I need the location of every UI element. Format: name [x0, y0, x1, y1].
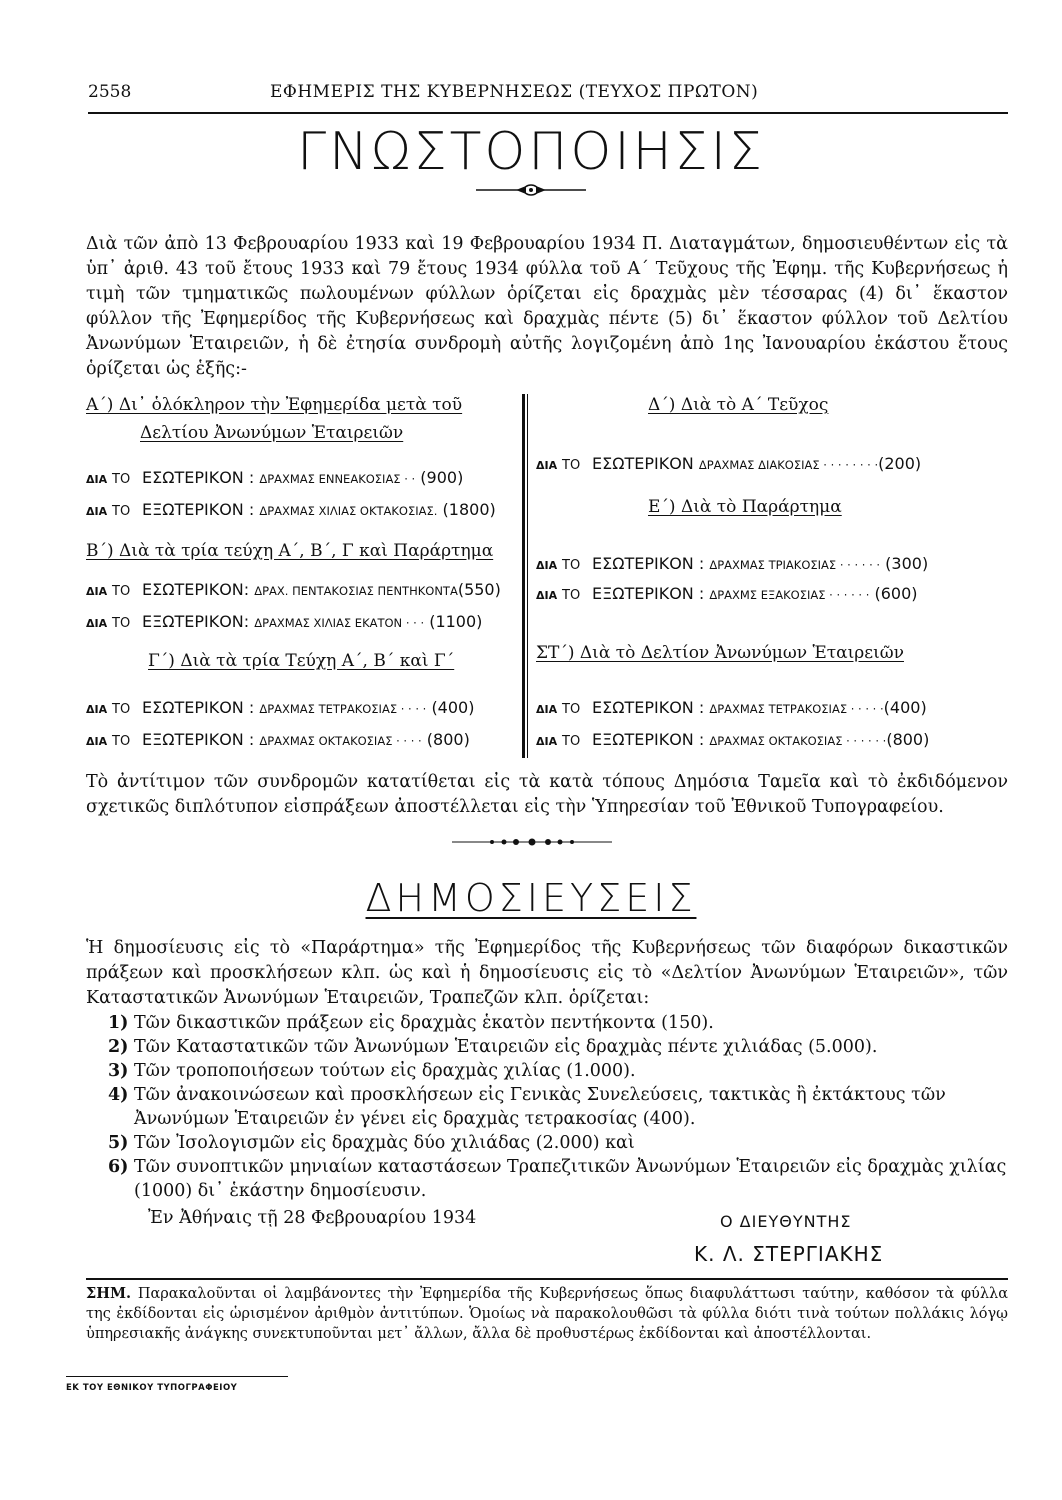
list-item: 4) Τῶν ἀνακοινώσεων καὶ προσκλήσεων εἰς Γενικὰς Συνελεύσεις, τακτικὰς ἢ ἐκτάκτους τῶν Ἀνωνύμων Ἑταιρειῶν ἐν γένει εἰς δραχμὰς τετρακοσίας (400).	[108, 1085, 946, 1129]
price-row: ΔΙΑ ΤΟ ΕΣΩΤΕΡΙΚΟΝ : ΔΡΑΧΜΑΣ ΤΕΤΡΑΚΟΣΙΑΣ · · · · (400)	[86, 698, 475, 717]
list-item: 6) Τῶν συνοπτικῶν μηνιαίων καταστάσεων Τραπεζιτικῶν Ἀνωνύμων Ἑταιρειῶν εἰς δραχμὰς χιλίας (1000) δι᾽ ἑκάστην δημοσίευσιν.	[108, 1157, 1007, 1201]
section-c-heading: Γ΄) Διὰ τὰ τρία Τεύχη Α΄, Β΄ καὶ Γ΄	[148, 651, 455, 671]
running-header	[88, 82, 1008, 102]
section-a-subheading: Δελτίου Ἀνωνύμων Ἑταιρειῶν	[140, 423, 404, 443]
printer-rule	[66, 1376, 288, 1377]
printer-imprint: ΕΚ ΤΟΥ ΕΘΝΙΚΟΥ ΤΥΠΟΓΡΑΦΕΙΟΥ	[66, 1383, 238, 1393]
notice-title: ΓΝΩΣΤΟΠΟΙΗΣΙΣ	[297, 122, 765, 182]
footnote-text: Παρακαλοῦνται οἱ λαμβάνοντες τὴν Ἐφημερίδα τῆς Κυβερνήσεως ὅπως διαφυλάττωσι ταύτην, καθόσον τὰ φύλλα της ἐκδίδονται εἰς ὡρισμένον ἀριθμὸν ἀντιτύπων. Ὁμοίως νὰ παρακολουθῶσι τὰ φύλλα διότι τινὰ τούτων πολλάκις λόγῳ ὑπηρεσιακῆς ἀνάγκης συνεκτυποῦνται μετ᾽ ἄλλων, ἄλλα δὲ προθυστέρως ἐκδίδονται καὶ ἀποστέλλονται.	[86, 1286, 1009, 1342]
header-rule	[88, 112, 1008, 114]
list-item: 1) Τῶν δικαστικῶν πράξεων εἰς δραχμὰς ἑκατὸν πεντήκοντα (150).	[108, 1013, 714, 1033]
publications-title: ΔΗΜΟΣΙΕΥΣΕΙΣ	[365, 876, 697, 920]
list-item: 5) Τῶν Ἰσολογισμῶν εἰς δραχμὰς δύο χιλιάδας (2.000) καὶ	[108, 1133, 635, 1153]
section-a-heading: Α΄) Δι᾽ ὁλόκληρον τὴν Ἐφημερίδα μετὰ τοῦ	[86, 395, 463, 415]
footnote	[86, 1284, 1008, 1344]
footnote-rule	[86, 1278, 1008, 1280]
column-divider	[522, 394, 525, 758]
page-number: 2558	[88, 82, 132, 102]
section-e-heading: Ε΄) Διὰ τὸ Παράρτημα	[648, 497, 842, 517]
price-row: ΔΙΑ ΤΟ ΕΣΩΤΕΡΙΚΟΝ : ΔΡΑΧΜΑΣ ΤΕΤΡΑΚΟΣΙΑΣ · · · · · (400)	[536, 698, 927, 717]
subscription-table	[86, 386, 1008, 764]
list-item: 2) Τῶν Καταστατικῶν τῶν Ἀνωνύμων Ἑταιρειῶν εἰς δραχμὰς πέντε χιλιάδας (5.000).	[108, 1037, 878, 1057]
price-row: ΔΙΑ ΤΟ ΕΞΩΤΕΡΙΚΟΝ: ΔΡΑΧΜΑΣ ΧΙΛΙΑΣ ΕΚΑΤΟΝ · · · (1100)	[86, 612, 483, 631]
ornament-divider-icon	[476, 183, 586, 197]
price-row: ΔΙΑ ΤΟ ΕΞΩΤΕΡΙΚΟΝ : ΔΡΑΧΜΑΣ ΧΙΛΙΑΣ ΟΚΤΑΚΟΣΙΑΣ. (1800)	[86, 500, 496, 519]
section-f-heading: ΣΤ΄) Διὰ τὸ Δελτίον Ἀνωνύμων Ἑταιρειῶν	[536, 643, 904, 663]
dotted-ornament-icon	[452, 836, 612, 848]
issue-date: Ἐν Ἀθήναις τῇ 28 Φεβρουαρίου 1934	[148, 1208, 477, 1228]
signer-name: Κ. Λ. ΣΤΕΡΓΙΑΚΗΣ	[694, 1242, 884, 1266]
publication-fee-list	[108, 1011, 1008, 1203]
price-row: ΔΙΑ ΤΟ ΕΣΩΤΕΡΙΚΟΝ: ΔΡΑΧ. ΠΕΝΤΑΚΟΣΙΑΣ ΠΕΝΤΗΚΟΝΤΑ (550)	[86, 580, 501, 599]
list-item: 3) Τῶν τροποποιήσεων τούτων εἰς δραχμὰς χιλίας (1.000).	[108, 1061, 636, 1081]
section-b-heading: Β΄) Διὰ τὰ τρία τεύχη Α΄, Β΄, Γ καὶ Παράρτημα	[86, 541, 494, 561]
price-row: ΔΙΑ ΤΟ ΕΣΩΤΕΡΙΚΟΝ : ΔΡΑΧΜΑΣ ΤΡΙΑΚΟΣΙΑΣ · · · · · · (300)	[536, 554, 929, 573]
signer-title: Ο ΔΙΕΥΘΥΝΤΗΣ	[720, 1212, 852, 1231]
price-row: ΔΙΑ ΤΟ ΕΞΩΤΕΡΙΚΟΝ : ΔΡΑΧΜΑΣ ΟΚΤΑΚΟΣΙΑΣ · · · · (800)	[86, 730, 470, 749]
footnote-label: ΣΗΜ.	[86, 1285, 132, 1302]
price-row: ΔΙΑ ΤΟ ΕΣΩΤΕΡΙΚΟΝ ΔΡΑΧΜΑΣ ΔΙΑΚΟΣΙΑΣ · · · · · · · · (200)	[536, 454, 922, 473]
notice-intro: Διὰ τῶν ἀπὸ 13 Φεβρουαρίου 1933 καὶ 19 Φεβρουαρίου 1934 Π. Διαταγμάτων, δημοσιευθέντων εἰς τὰ ὑπ᾽ ἀριθ. 43 τοῦ ἔτους 1933 καὶ 79 ἔτους 1934 φύλλα τοῦ Α΄ Τεῦχους τῆς Ἐφημ. τῆς Κυβερνήσεως ἡ τιμὴ τῶν τμηματικῶς πωλουμένων φύλλων ὁρίζεται εἰς δραχμὰς μὲν τέσσαρας (4) δι᾽ ἕκαστον φύλλον τῆς Ἐφημερίδος τῆς Κυβερνήσεως καὶ δραχμὰς πέντε (5) δι᾽ ἕκαστον φύλλον τοῦ Δελτίου Ἀνωνύμων Ἑταιρειῶν, ἡ δὲ ἐτησία συνδρομὴ αὐτῆς λογιζομένη ἀπὸ 1ης Ἰανουαρίου ἑκάστου ἔτους ὁρίζεται ὡς ἑξῆς:-	[86, 234, 1008, 379]
price-row: ΔΙΑ ΤΟ ΕΞΩΤΕΡΙΚΟΝ : ΔΡΑΧΜΣ ΕΞΑΚΟΣΙΑΣ · · · · · · (600)	[536, 584, 918, 603]
section-d-heading: Δ΄) Διὰ τὸ Α΄ Τεῦχος	[648, 395, 829, 415]
column-divider-thin	[527, 394, 528, 758]
publications-intro: Ἡ δημοσίευσις εἰς τὸ «Παράρτημα» τῆς Ἐφημερίδος τῆς Κυβερνήσεως τῶν διαφόρων δικαστικῶν πράξεων καὶ προσκλήσεων κλπ. ὡς καὶ ἡ δημοσίευσις εἰς τὸ «Δελτίον Ἀνωνύμων Ἑταιρειῶν», τῶν Καταστατικῶν Ἀνωνύμων Ἑταιρειῶν, Τραπεζῶν κλπ. ὁρίζεται:	[86, 938, 1008, 1008]
price-row: ΔΙΑ ΤΟ ΕΣΩΤΕΡΙΚΟΝ : ΔΡΑΧΜΑΣ ΕΝΝΕΑΚΟΣΙΑΣ · · (900)	[86, 468, 464, 487]
price-row: ΔΙΑ ΤΟ ΕΞΩΤΕΡΙΚΟΝ : ΔΡΑΧΜΑΣ ΟΚΤΑΚΟΣΙΑΣ · · · · · · (800)	[536, 730, 930, 749]
notice-closing: Τὸ ἀντίτιμον τῶν συνδρομῶν κατατίθεται εἰς τὰ κατὰ τόπους Δημόσια Ταμεῖα καὶ τὸ ἐκδιδόμενον σχετικῶς διπλότυπον εἰσπράξεων ἀποστέλλεται εἰς τὴν Ὑπηρεσίαν τοῦ Ἐθνικοῦ Τυπογραφείου.	[86, 772, 1008, 817]
running-head-title: ΕΦΗΜΕΡΙΣ ΤΗΣ ΚΥΒΕΡΝΗΣΕΩΣ (ΤΕΥΧΟΣ ΠΡΩΤΟΝ)	[270, 82, 759, 102]
